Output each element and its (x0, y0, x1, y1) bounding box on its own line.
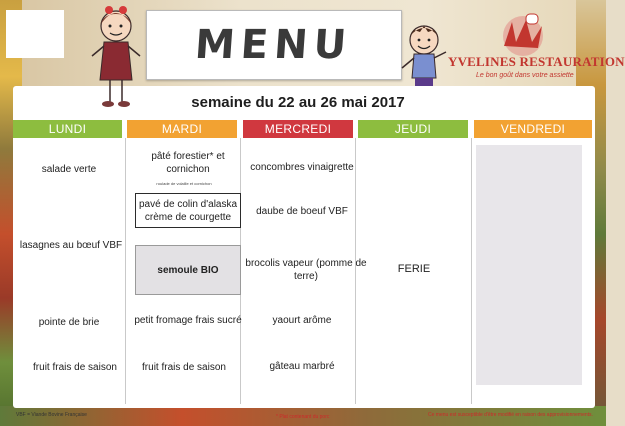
vendredi-empty-box (476, 145, 582, 385)
week-title: semaine du 22 au 26 mai 2017 (191, 94, 405, 111)
logo-tagline: Le bon goût dans votre assiette (476, 72, 574, 79)
day-header-mercredi: MERCREDI (243, 120, 353, 138)
mardi-plat: pavé de colin d'alaska crème de courgette (135, 193, 241, 228)
mercredi-plat: daube de boeuf VBF (256, 206, 348, 217)
lundi-dessert: fruit frais de saison (33, 362, 117, 373)
chef-logo-mark (486, 12, 560, 56)
day-header-lundi: LUNDI (13, 120, 122, 138)
footer-porc-note: * Plat contenant du porc (276, 414, 330, 420)
menu-title-card (146, 10, 402, 80)
day-header-mardi: MARDI (127, 120, 237, 138)
mardi-dessert: fruit frais de saison (142, 362, 226, 373)
day-header-jeudi: JEUDI (358, 120, 468, 138)
lundi-fromage: pointe de brie (38, 317, 100, 328)
footer-vbf-note: VBF = Viande Bovine Française (16, 412, 87, 418)
lundi-entree: salade verte (41, 164, 97, 175)
menu-title: MENU (193, 22, 355, 68)
mercredi-accompagnement: brocolis vapeur (pomme de terre) (245, 258, 367, 282)
mardi-accompagnement: semoule BIO (135, 245, 241, 295)
mardi-entree: pâté forestier* et cornichon (151, 151, 225, 175)
blank-patch (6, 10, 64, 58)
mercredi-laitage: yaourt arôme (272, 315, 332, 326)
logo-name: YVELINES RESTAURATION (448, 54, 625, 69)
mardi-fromage: petit fromage frais sucré (134, 315, 242, 326)
girl-character-illustration (88, 6, 144, 110)
mardi-entree-note: roulade de volaille et cornichon (156, 181, 212, 186)
mercredi-dessert: gâteau marbré (269, 361, 335, 372)
boy-character-illustration (398, 22, 450, 92)
lundi-plat: lasagnes au bœuf VBF (19, 240, 123, 251)
day-header-vendredi: VENDREDI (474, 120, 592, 138)
jeudi-ferie: FERIE (397, 263, 431, 275)
mercredi-entree: concombres vinaigrette (250, 162, 354, 173)
footer-disclaimer: Ce menu est susceptible d'être modifié en raison des approvisionnements. (428, 412, 593, 418)
yvelines-restauration-logo (448, 12, 625, 88)
